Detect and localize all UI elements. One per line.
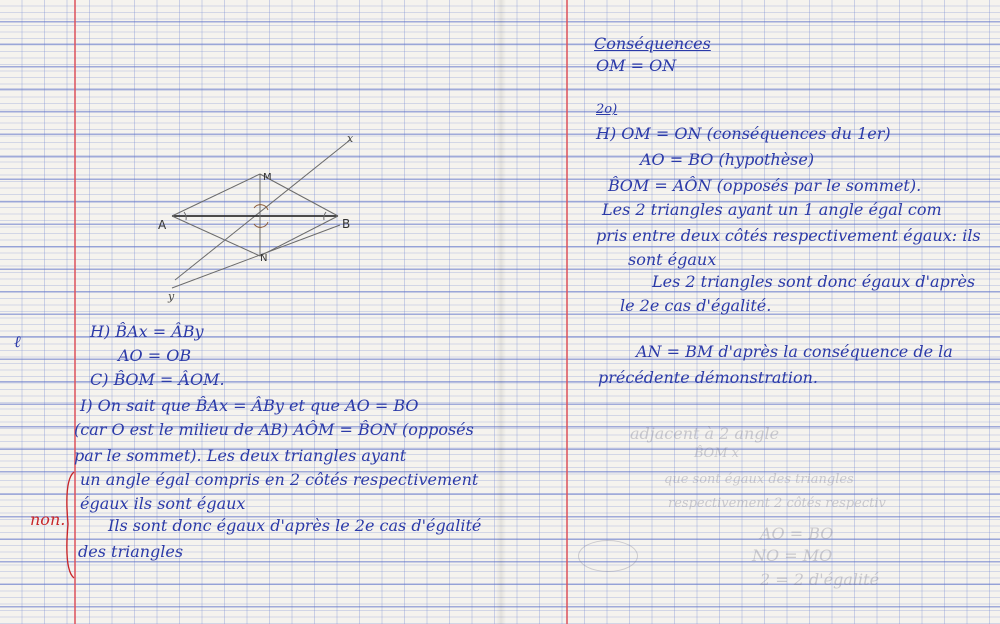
teacher-margin-note: non.: [30, 510, 66, 529]
show-through-7: 2 = 2 d'égalité: [760, 570, 880, 589]
right-line-5: pris entre deux côtés respectivement égaux: ils: [596, 226, 981, 245]
show-through-1: adjacent à 2 angle: [630, 424, 780, 443]
proof-line-7: des triangles: [78, 542, 184, 561]
label-a: A: [158, 218, 167, 232]
proof-line-6: Ils sont donc égaux d'après le 2e cas d'égalité: [108, 516, 482, 535]
hypothesis-line-1: H) B̂Ax = ÂBy: [90, 322, 204, 341]
proof-line-1: I) On sait que B̂Ax = ÂBy et que AO = BO: [80, 396, 419, 415]
angle-mark: [254, 205, 268, 210]
segment-nb: [260, 216, 338, 256]
right-margin-line: [566, 0, 568, 624]
right-line-10: précédente démonstration.: [598, 368, 819, 387]
right-line-9: AN = BM d'après la conséquence de la: [636, 342, 953, 361]
show-through-4: respectivement 2 côtés respectiv: [668, 496, 886, 511]
label-n: N: [260, 253, 268, 264]
show-through-3: que sont égaux des triangles: [664, 472, 854, 487]
label-y: y: [168, 290, 175, 303]
label-x: x: [347, 132, 354, 145]
show-through-5: AO = BO: [760, 524, 834, 543]
right-line-6: sont égaux: [628, 250, 717, 269]
right-line-7: Les 2 triangles sont donc égaux d'après: [652, 272, 976, 291]
show-through-2: B̂OM x: [694, 446, 739, 461]
consequences-heading: Conséquences: [594, 34, 711, 53]
conclusion-line: C) B̂OM = ÂOM.: [90, 370, 225, 389]
label-b: B: [342, 217, 351, 231]
faint-stamp: [578, 540, 638, 572]
right-line-8: le 2e cas d'égalité.: [620, 296, 772, 315]
result-om-on: OM = ON: [596, 56, 677, 75]
geometry-figure: [150, 130, 370, 310]
page-fold: [496, 0, 506, 624]
proof-line-5: égaux ils sont égaux: [80, 494, 246, 513]
circled-mark: ℓ: [14, 332, 21, 351]
right-line-1: H) OM = ON (conséquences du 1er): [596, 124, 891, 143]
label-m: M: [263, 172, 272, 183]
right-line-3: B̂OM = AÔN (opposés par le sommet).: [608, 176, 922, 195]
part-number: 2o): [596, 102, 618, 117]
segment-am: [172, 174, 260, 216]
right-line-4: Les 2 triangles ayant un 1 angle égal com: [602, 200, 942, 219]
right-line-2: AO = BO (hypothèse): [640, 150, 815, 169]
proof-line-2: (car O est le milieu de AB) AÔM = B̂ON (opposés: [74, 420, 474, 439]
show-through-6: NO = MO: [752, 546, 833, 565]
proof-line-3: par le sommet). Les deux triangles ayant: [74, 446, 407, 465]
proof-line-4: un angle égal compris en 2 côtés respectivement: [80, 470, 479, 489]
line-xy-lower: [172, 225, 340, 288]
hypothesis-line-2: AO = OB: [118, 346, 192, 365]
teacher-bracket: [62, 470, 76, 580]
